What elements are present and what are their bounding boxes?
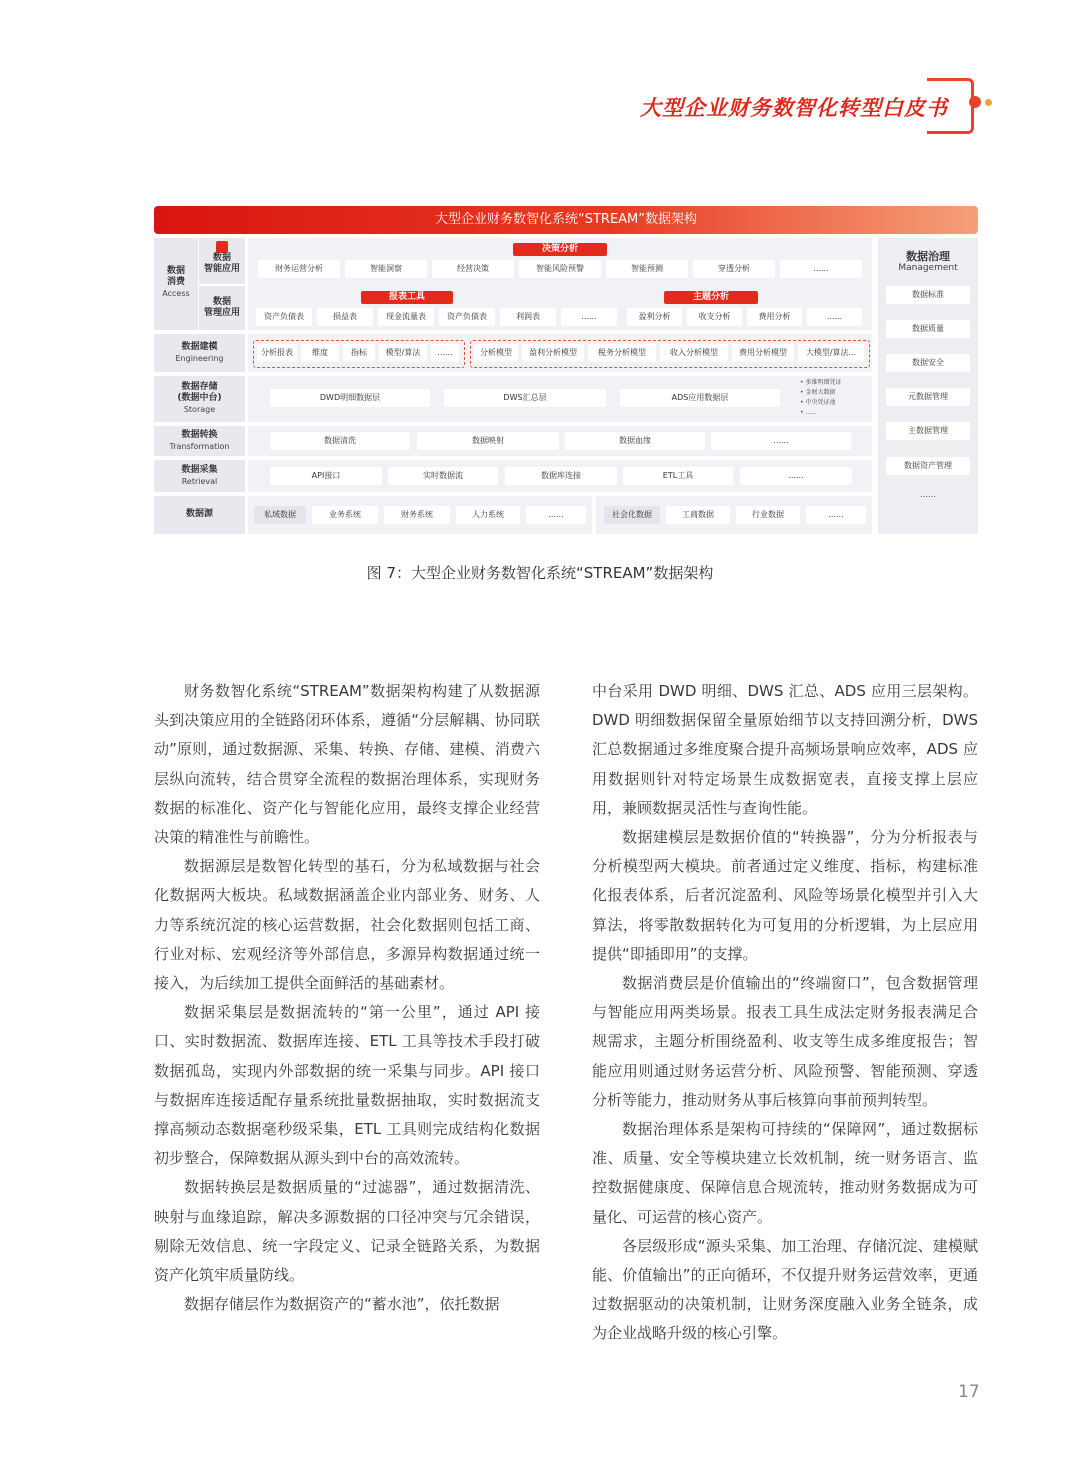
report-tag: 报表工具: [361, 291, 453, 304]
paragraph: 数据建模层是数据价值的“转换器”，分为分析报表与分析模型两大模块。前者通过定义维度、指标，构建标准化报表体系，后者沉淀盈利、风险等场景化模型并引入大算法，将零散数据转化为可复用的分析逻辑，为上层应用提供“即插即用”的支撑。: [592, 828, 978, 963]
source-label-cn: 数据源: [185, 509, 213, 519]
page-number: 17: [958, 1382, 980, 1402]
topic-item: 收支分析: [687, 308, 742, 326]
source-item: 财务系统: [384, 506, 450, 524]
governance-item: 主数据管理: [886, 422, 970, 440]
governance-item: 元数据管理: [886, 388, 970, 406]
header-dot-small-decoration: [985, 99, 992, 106]
retrieval-label-cn: 数据采集: [181, 465, 218, 475]
transformation-label: [154, 426, 245, 456]
retrieval-label: [154, 460, 245, 492]
retrieval-item: ETL工具: [623, 467, 733, 485]
transformation-item: ......: [711, 432, 851, 450]
engineering-item: 费用分析模型: [732, 344, 794, 362]
topic-item: 费用分析: [747, 308, 802, 326]
report-item: ......: [561, 308, 617, 326]
report-item: 利润表: [500, 308, 556, 326]
engineering-item: 大模型/算法...: [798, 344, 864, 362]
report-item: 损益表: [317, 308, 373, 326]
governance-item: 数据资产管理: [886, 457, 970, 475]
transformation-item: 数据清洗: [270, 432, 410, 450]
storage-item: DWS汇总层: [444, 389, 606, 407]
consumption-label-cn: 数据 消费: [166, 266, 185, 287]
topic-tag: 主题分析: [664, 291, 758, 304]
app-icon: [216, 241, 228, 253]
storage-item: ADS应用数据层: [620, 389, 780, 407]
figure-caption: 图 7：大型企业财务数智化系统“STREAM”数据架构: [366, 564, 714, 582]
engineering-item: 税务分析模型: [588, 344, 656, 362]
engineering-item: 收入分析模型: [660, 344, 728, 362]
storage-note: • 多维明细凭证: [800, 379, 842, 386]
diagram-title: 大型企业财务数智化系统“STREAM”数据架构: [154, 206, 978, 234]
decision-item: 财务运营分析: [258, 260, 340, 278]
transformation-item: 数据映射: [417, 432, 559, 450]
paragraph: 数据治理体系是架构可持续的“保障网”，通过数据标准、质量、安全等模块建立长效机制，统一财务语言、监控数据健康度、保障信息合规流转，推动财务数据成为可量化、可运营的核心资产。: [592, 1120, 978, 1226]
topic-item: ......: [807, 308, 862, 326]
retrieval-item: ......: [740, 467, 852, 485]
governance-item: 数据标准: [886, 286, 970, 304]
engineering-item: 盈利分析模型: [522, 344, 584, 362]
engineering-item: 指标: [343, 344, 375, 362]
source-item: 人力系统: [456, 506, 520, 524]
governance-subtitle: Management: [898, 263, 958, 273]
decision-item: ......: [780, 260, 862, 278]
governance-more: ......: [920, 490, 936, 499]
source-item: 工商数据: [666, 506, 730, 524]
retrieval-label-en: Retrieval: [181, 477, 218, 486]
decision-item: 智能预测: [606, 260, 688, 278]
header-dot-decoration: [969, 96, 981, 108]
retrieval-item: 数据库连接: [505, 467, 617, 485]
report-item: 资产负债表: [256, 308, 312, 326]
smart-app-label-text: 数据 智能应用: [203, 253, 240, 274]
engineering-label: [154, 334, 245, 372]
storage-note: • 中央凭证池: [800, 399, 836, 406]
storage-note: • 金财大数据: [800, 389, 836, 396]
engineering-item: 分析模型: [474, 344, 518, 362]
transformation-label-cn: 数据转换: [181, 430, 218, 440]
consumption-label: [154, 238, 198, 330]
body-right-column: [592, 677, 978, 1349]
paragraph: 数据消费层是价值输出的“终端窗口”，包含数据管理与智能应用两类场景。报表工具生成法定财务报表满足合规需求，主题分析围绕盈利、收支等生成多维度报告；智能应用则通过财务运营分析、风险预警、智能预测、穿透分析等能力，推动财务从事后核算向事前预判转型。: [592, 974, 978, 1109]
decision-item: 智能风险预警: [519, 260, 601, 278]
storage-label-en: Storage: [183, 405, 216, 414]
body-left-column: [154, 677, 540, 1319]
storage-label: [154, 376, 245, 422]
engineering-label-en: Engineering: [175, 354, 224, 363]
engineering-label-cn: 数据建模: [181, 342, 218, 352]
storage-note: • ......: [800, 409, 817, 416]
source-item: 业务系统: [312, 506, 378, 524]
decision-item: 智能洞察: [345, 260, 427, 278]
decision-tag: 决策分析: [513, 243, 607, 256]
governance-item: 数据安全: [886, 354, 970, 372]
paragraph: 数据采集层是数据流转的“第一公里”，通过 API 接口、实时数据流、数据库连接、ETL 工具等技术手段打破数据孤岛，实现内外部数据的统一采集与同步。API 接口与数据库连接适配存量系统批量数据抽取，实时数据流支撑高频动态数据毫秒级采集，ETL 工具则完成结构化数据初步整合，保障数据从源头到中台的高效流转。: [154, 1003, 540, 1168]
mgmt-app-label: [199, 286, 245, 330]
transformation-item: 数据血缘: [565, 432, 705, 450]
retrieval-item: 实时数据流: [388, 467, 498, 485]
engineering-item: ......: [431, 344, 459, 362]
decision-item: 经营决策: [432, 260, 514, 278]
source-item: 行业数据: [736, 506, 800, 524]
source-item: ......: [806, 506, 866, 524]
source-label: [154, 496, 245, 534]
smart-app-label: [199, 238, 245, 284]
engineering-item: 模型/算法: [379, 344, 427, 362]
report-item: 资产负债表: [439, 308, 495, 326]
governance-item: 数据质量: [886, 320, 970, 338]
consumption-label-en: Access: [162, 289, 190, 298]
source-item: ......: [526, 506, 586, 524]
paragraph: 财务数智化系统“STREAM”数据架构构建了从数据源头到决策应用的全链路闭环体系，遵循“分层解耦、协同联动”原则，通过数据源、采集、转换、存储、建模、消费六层纵向流转，结合贯穿全流程的数据治理体系，实现财务数据的标准化、资产化与智能化应用，最终支撑企业经营决策的精准性与前瞻性。: [154, 682, 540, 847]
source-social-head: 社会化数据: [604, 506, 660, 524]
mgmt-app-label-text: 数据 管理应用: [203, 297, 240, 318]
paragraph: 数据转换层是数据质量的“过滤器”，通过数据清洗、映射与血缘追踪，解决多源数据的口径冲突与冗余错误，剔除无效信息、统一字段定义、记录全链路关系，为数据资产化筑牢质量防线。: [154, 1178, 540, 1285]
header-bracket-decoration: [927, 78, 974, 134]
storage-label-cn: 数据存储 (数据中台): [177, 382, 222, 403]
retrieval-item: API接口: [270, 467, 382, 485]
engineering-item: 分析报表: [257, 344, 297, 362]
topic-item: 盈利分析: [627, 308, 682, 326]
paragraph: 数据源层是数智化转型的基石，分为私域数据与社会化数据两大板块。私域数据涵盖企业内部业务、财务、人力等系统沉淀的核心运营数据，社会化数据则包括工商、行业对标、宏观经济等外部信息，多源异构数据通过统一接入，为后续加工提供全面鲜活的基础素材。: [154, 857, 540, 993]
engineering-item: 维度: [301, 344, 339, 362]
storage-notes: [800, 378, 841, 418]
decision-item: 穿透分析: [693, 260, 775, 278]
report-item: 现金流量表: [378, 308, 434, 326]
source-private-head: 私域数据: [254, 506, 306, 524]
transformation-label-en: Transformation: [169, 442, 230, 451]
paragraph: 数据存储层作为数据资产的“蓄水池”，依托数据: [184, 1295, 500, 1314]
storage-item: DWD明细数据层: [270, 389, 430, 407]
governance-title: 数据治理: [906, 250, 950, 263]
paragraph: 各层级形成“源头采集、加工治理、存储沉淀、建模赋能、价值输出”的正向循环，不仅提升财务运营效率，更通过数据驱动的决策机制，让财务深度融入业务全链条，成为企业战略升级的核心引擎。: [592, 1236, 978, 1343]
paragraph-continued: 中台采用 DWD 明细、DWS 汇总、ADS 应用三层架构。DWD 明细数据保留全量原始细节以支持回溯分析，DWS 汇总数据通过多维度聚合提升高频场景响应效率，ADS 应用数据则针对特定场景生成数据宽表，直接支撑上层应用，兼顾数据灵活性与查询性能。: [592, 682, 978, 817]
header-title: 大型企业财务数智化转型白皮书: [640, 96, 948, 120]
